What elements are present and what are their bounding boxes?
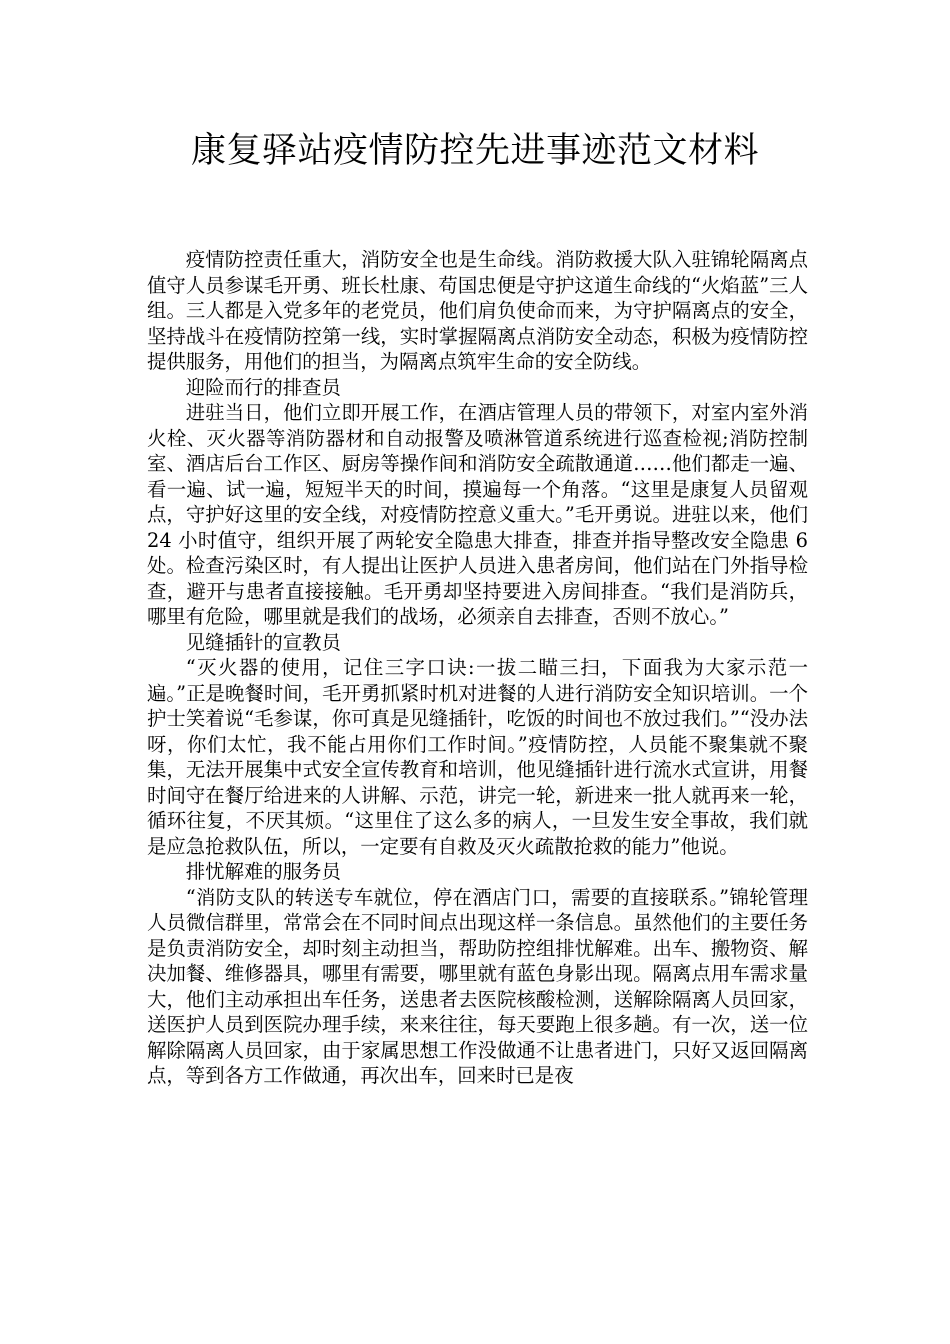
section-heading-educator: 见缝插针的宣教员 — [185, 630, 341, 654]
section-heading-service: 排忧解难的服务员 — [185, 860, 341, 883]
intro-paragraph: 疫情防控责任重大，消防安全也是生命线。消防救援大队入驻锦轮隔离点值守人员参谋毛开勇、班长杜康、苟国忠便是守护这道生命线的“火焰蓝”三人组。三人都是入党多年的老党员，他们肩负使命而来，为守护隔离点的安全，坚持战斗在疫情防控第一线，实时掌握隔离点消防安全动态，积极为疫情防控提供服务，用他们的担当，为隔离点筑牢生命的安全防线。 — [147, 248, 808, 373]
inspector-paragraph: 进驻当日，他们立即开展工作，在酒店管理人员的带领下，对室内室外消火栓、灭火器等消防器材和自动报警及喷淋管道系统进行巡查检视;消防控制室、酒店后台工作区、厨房等操作间和消防安全疏散通道……他们都走一遍、看一遍、试一遍，短短半天的时间，摸遍每一个角落。“这里是康复人员留观点，守护好这里的安全线，对疫情防控意义重大。”毛开勇说。进驻以来，他们 24 小时值守，组织开展了两轮安全隐患大排查，排查并指导整改安全隐患 6 处。检查污染区时，有人提出让医护人员进入患者房间，他们站在门外指导检查，避开与患者直接接触。毛开勇却坚持要进入房间排查。“我们是消防兵，哪里有危险，哪里就是我们的战场，必须亲自去排查，否则不放心。” — [147, 401, 808, 628]
document-title: 康复驿站疫情防控先进事迹范文材料 — [190, 131, 759, 171]
service-paragraph: “消防支队的转送专车就位，停在酒店门口，需要的直接联系。”锦轮管理人员微信群里，常常会在不同时间点出现这样一条信息。虽然他们的主要任务是负责消防安全，却时刻主动担当，帮助防控组排忧解难。出车、搬物资、解决加餐、维修器具，哪里有需要，哪里就有蓝色身影出现。隔离点用车需求量大，他们主动承担出车任务，送患者去医院核酸检测，送解除隔离人员回家，送医护人员到医院办理手续，来来往往，每天要跑上很多趟。有一次，送一位解除隔离人员回家，由于家属思想工作没做通不让患者进门，只好又返回隔离点，等到各方工作做通，再次出车，回来时已是夜 — [147, 885, 808, 1087]
section-heading-inspector: 迎险而行的排查员 — [185, 375, 341, 399]
educator-paragraph: “灭火器的使用，记住三字口诀:一拔二瞄三扫，下面我为大家示范一遍。”正是晚餐时间，毛开勇抓紧时机对进餐的人进行消防安全知识培训。一个护士笑着说“毛参谋，你可真是见缝插针，吃饭的时间也不放过我们。”“没办法呀，你们太忙，我不能占用你们工作时间。”疫情防控，人员能不聚集就不聚集，无法开展集中式安全宣传教育和培训，他见缝插针进行流水式宣讲，用餐时间守在餐厅给进来的人讲解、示范，讲完一轮，新进来一批人就再来一轮，循环往复，不厌其烦。“这里住了这么多的病人，一旦发生安全事故，我们就是应急抢救队伍，所以，一定要有自救及灭火疏散抢救的能力”他说。 — [147, 656, 808, 858]
document-body — [147, 247, 808, 1089]
